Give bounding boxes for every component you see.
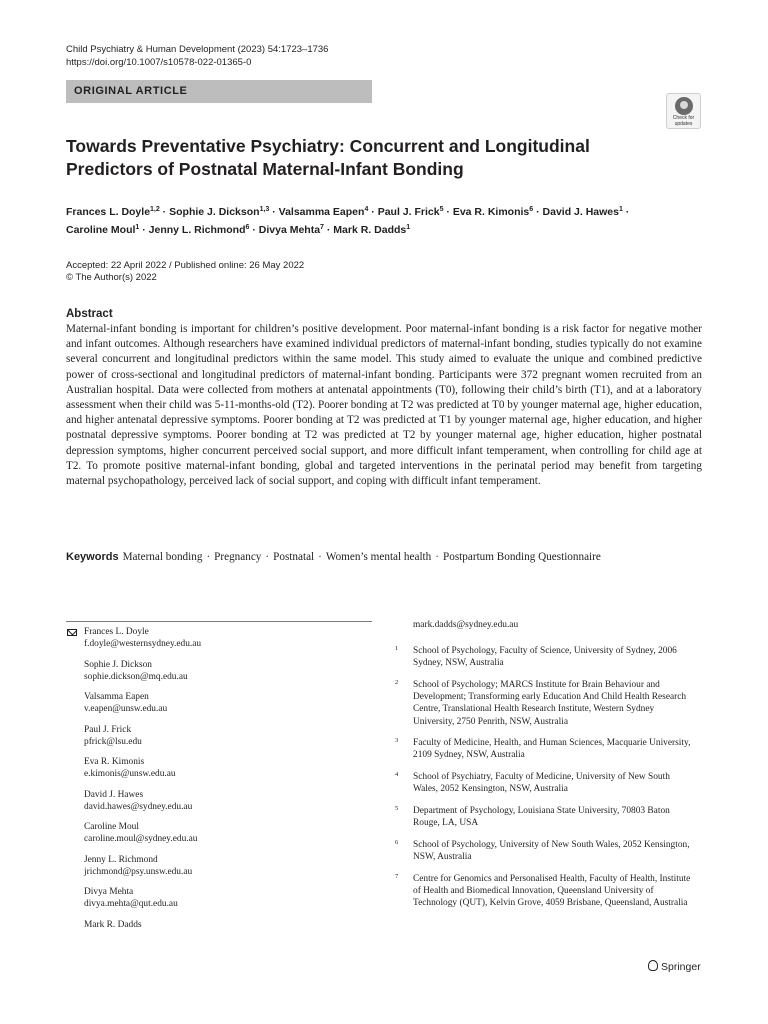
publication-dates <box>66 260 304 284</box>
check-updates-icon <box>675 97 693 115</box>
author-name-text: Eva R. Kimonis <box>452 206 530 218</box>
author-affiliation-marker: 1 <box>618 206 623 213</box>
affiliation-entry <box>395 771 695 795</box>
contact-entry <box>84 659 384 683</box>
author-name[interactable]: Jenny L. Richmond$^6$ · <box>148 224 259 236</box>
affiliation-number: 1 <box>395 645 399 652</box>
author-name[interactable]: Valsamma Eapen$^4$ · <box>278 206 378 218</box>
keyword: Women’s mental health <box>325 551 432 563</box>
affiliation-number: 7 <box>395 872 399 880</box>
author-affiliation-marker: 1,3 <box>259 206 270 213</box>
author-name-text: Frances L. Doyle <box>66 206 151 218</box>
contact-entry <box>84 626 384 650</box>
contact-email[interactable]: caroline.moul@sydney.edu.au <box>84 834 198 844</box>
article-title <box>66 135 626 181</box>
contact-entry <box>84 691 384 715</box>
author-name[interactable]: David J. Hawes$^1$ · <box>542 206 630 218</box>
article-type-banner: ORIGINAL ARTICLE <box>66 80 372 103</box>
envelope-icon <box>67 629 77 636</box>
contact-name: Eva R. Kimonis <box>84 757 145 767</box>
keyword-list <box>123 551 601 563</box>
affiliation-entry <box>395 873 695 910</box>
keyword-separator: · <box>206 551 211 563</box>
title-line-1: Towards Preventative Psychiatry: Concurrent and Longitudinal <box>66 136 590 156</box>
author-line-1 <box>66 203 706 221</box>
contact-name: Caroline Moul <box>84 822 139 832</box>
affiliation-entry <box>395 805 695 829</box>
author-name[interactable]: Divya Mehta$^7$ · <box>258 224 334 236</box>
author-affiliation-marker: 1,2 <box>150 206 160 213</box>
keyword: Maternal bonding <box>122 551 203 563</box>
affiliation-number: 2 <box>395 678 399 686</box>
contact-name: Mark R. Dadds <box>84 919 142 930</box>
author-line-2 <box>66 221 706 239</box>
contact-entry <box>84 919 384 931</box>
contact-name: Valsamma Eapen <box>84 692 149 702</box>
affiliation-number: 4 <box>395 771 399 779</box>
contact-entry <box>84 854 384 878</box>
affiliation-text: School of Psychology, University of New South Wales, 2052 Kensington, NSW, Australia <box>413 839 690 863</box>
keyword: Pregnancy <box>214 551 262 563</box>
affiliation-text: School of Psychology; MARCS Institute for Brain Behaviour and Development; Transforming early Education And Child Health Research Centre, Translational Health Research Institute, Western Sydney University, 2750 Penrith, NSW, Australia <box>413 679 687 727</box>
author-name-text: Valsamma Eapen <box>278 206 365 218</box>
affiliation-text: School of Psychology, Faculty of Science, University of Sydney, 2006 Sydney, NSW, Australia <box>413 646 677 669</box>
author-name[interactable] <box>333 224 410 236</box>
author-affiliation-marker: 6 <box>245 224 250 231</box>
contact-email[interactable]: pfrick@lsu.edu <box>84 736 142 747</box>
contact-entry <box>84 756 384 780</box>
author-list <box>66 203 706 239</box>
author-name[interactable]: Caroline Moul$^1$ · <box>66 224 149 236</box>
check-updates-label: Check for updates <box>672 115 695 127</box>
keywords-heading: Keywords <box>66 551 119 563</box>
accepted-date: Accepted: 22 April 2022 / Published online: 26 May 2022 <box>66 260 305 271</box>
contact-entry <box>84 724 384 748</box>
affiliation-text: Centre for Genomics and Personalised Health, Faculty of Health, Institute of Health and Biomedical Innovation, Queensland University of Technology (QUT), Kelvin Grove, 4059 Brisbane, Queensland, Australia <box>413 873 691 909</box>
contact-email[interactable]: e.kimonis@unsw.edu.au <box>84 769 176 779</box>
author-affiliation-marker: 6 <box>529 206 534 213</box>
author-name-text: Mark R. Dadds <box>333 224 407 236</box>
title-line-2: Predictors of Postnatal Maternal-Infant Bonding <box>66 159 464 179</box>
contact-email[interactable]: david.hawes@sydney.edu.au <box>84 801 193 812</box>
contact-email[interactable]: mark.dadds@sydney.edu.au <box>413 620 519 630</box>
contact-email[interactable]: v.eapen@unsw.edu.au <box>84 704 168 714</box>
contact-email[interactable]: jrichmond@psy.unsw.edu.au <box>84 866 193 877</box>
contact-email[interactable]: divya.mehta@qut.edu.au <box>84 899 178 909</box>
author-name-text: Jenny L. Richmond <box>148 224 246 236</box>
keyword: Postnatal <box>273 551 315 563</box>
publisher-logo <box>648 960 701 973</box>
author-affiliation-marker: 1 <box>135 224 140 231</box>
keyword-separator: · <box>435 551 439 563</box>
check-for-updates-badge[interactable] <box>666 93 701 129</box>
journal-citation: Child Psychiatry & Human Development (2023) 54:1723–1736 <box>66 44 329 55</box>
affiliation-entry <box>395 737 695 761</box>
affiliation-entry <box>395 839 695 863</box>
contact-name: Paul J. Frick <box>84 724 132 735</box>
journal-header <box>66 43 328 69</box>
affiliation-text: School of Psychiatry, Faculty of Medicine, University of New South Wales, 2052 Kensington, NSW, Australia <box>413 772 670 795</box>
author-name-text: David J. Hawes <box>542 206 619 218</box>
abstract-text: Maternal-infant bonding is important for children’s positive development. Poor maternal-infant bonding is a risk factor for negative mother and infant outcomes. Although researchers have examined individual predictors of maternal-infant bonding, studies typically do not examine several concurrent and longitudinal predictors within the same model. This study aimed to evaluate the unique and combined predictive power of cross-sectional and longitudinal predictors of maternal-infant bonding. Participants were 372 pregnant women recruited from an Australian hospital. Data were collected from mothers at antenatal appointments (T0), following their child’s birth (T1), and at a laboratory assessment when their child was 5-11-months-old (T2). Poorer bonding at T2 was predicted at T0 by younger maternal age, higher education, and higher antenatal depressive symptoms. Poorer bonding at T2 was predicted at T1 by younger maternal age, higher education, and higher postnatal depressive symptoms. Poorer bonding at T2 was predicted at T2 by younger maternal age, higher education, higher postnatal depression symptoms, higher concurrent perceived social support, and more difficult infant temperament, when controlling for child age at T2. To promote positive maternal-infant bonding, global and targeted interventions in the perinatal period may benefit from targeting maternal psychopathology, perceived lack of social support, and coping with difficult infant temperament. <box>66 323 702 488</box>
keywords-section <box>66 551 601 563</box>
corresponding-contacts <box>84 626 384 939</box>
contact-entry <box>84 789 384 813</box>
copyright: © The Author(s) 2022 <box>66 272 157 283</box>
contact-entry <box>84 821 384 845</box>
affiliations-list <box>395 645 695 919</box>
author-name[interactable]: Paul J. Frick$^5$ · <box>377 206 453 218</box>
author-name[interactable]: Frances L. Doyle$^{1,2}$ · <box>66 206 170 218</box>
affiliation-entry <box>395 645 695 669</box>
affiliation-entry <box>395 679 695 728</box>
contact-email[interactable]: f.doyle@westernsydney.edu.au <box>84 639 202 649</box>
author-affiliation-marker: 1 <box>406 224 411 231</box>
affiliation-number: 3 <box>395 737 399 745</box>
author-name-text: Caroline Moul <box>66 224 136 236</box>
contact-name: David J. Hawes <box>84 789 144 800</box>
author-name-text: Paul J. Frick <box>377 206 440 218</box>
keyword-separator: · <box>265 551 270 563</box>
author-affiliation-marker: 7 <box>320 224 324 231</box>
publisher-name: Springer <box>661 961 701 973</box>
author-name-text: Sophie J. Dickson <box>169 206 260 218</box>
contact-entry <box>84 886 384 910</box>
affiliation-text: Department of Psychology, Louisiana State University, 70803 Baton Rouge, LA, USA <box>413 806 670 829</box>
author-affiliation-marker: 4 <box>364 206 369 213</box>
contact-email[interactable]: sophie.dickson@mq.edu.au <box>84 671 188 682</box>
keyword: Postpartum Bonding Questionnaire <box>443 551 601 563</box>
contact-name: Sophie J. Dickson <box>84 659 152 670</box>
keyword-separator: · <box>318 551 322 563</box>
doi-link[interactable]: https://doi.org/10.1007/s10578-022-01365-0 <box>66 57 252 68</box>
contact-name: Divya Mehta <box>84 887 134 897</box>
contact-name: Frances L. Doyle <box>84 627 149 637</box>
affiliation-number: 5 <box>395 805 399 813</box>
author-affiliation-marker: 5 <box>439 206 444 213</box>
author-name-text: Divya Mehta <box>258 224 321 236</box>
author-name[interactable]: Sophie J. Dickson$^{1,3}$ · <box>169 206 279 218</box>
affiliation-text: Faculty of Medicine, Health, and Human Sciences, Macquarie University, 2109 Sydney, NSW, Australia <box>413 738 691 761</box>
affiliation-number: 6 <box>395 838 399 846</box>
contact-name: Jenny L. Richmond <box>84 854 158 865</box>
abstract-heading: Abstract <box>66 308 113 320</box>
footnote-divider <box>66 621 372 622</box>
springer-horse-icon <box>648 960 658 971</box>
author-name[interactable]: Eva R. Kimonis$^6$ · <box>452 206 543 218</box>
